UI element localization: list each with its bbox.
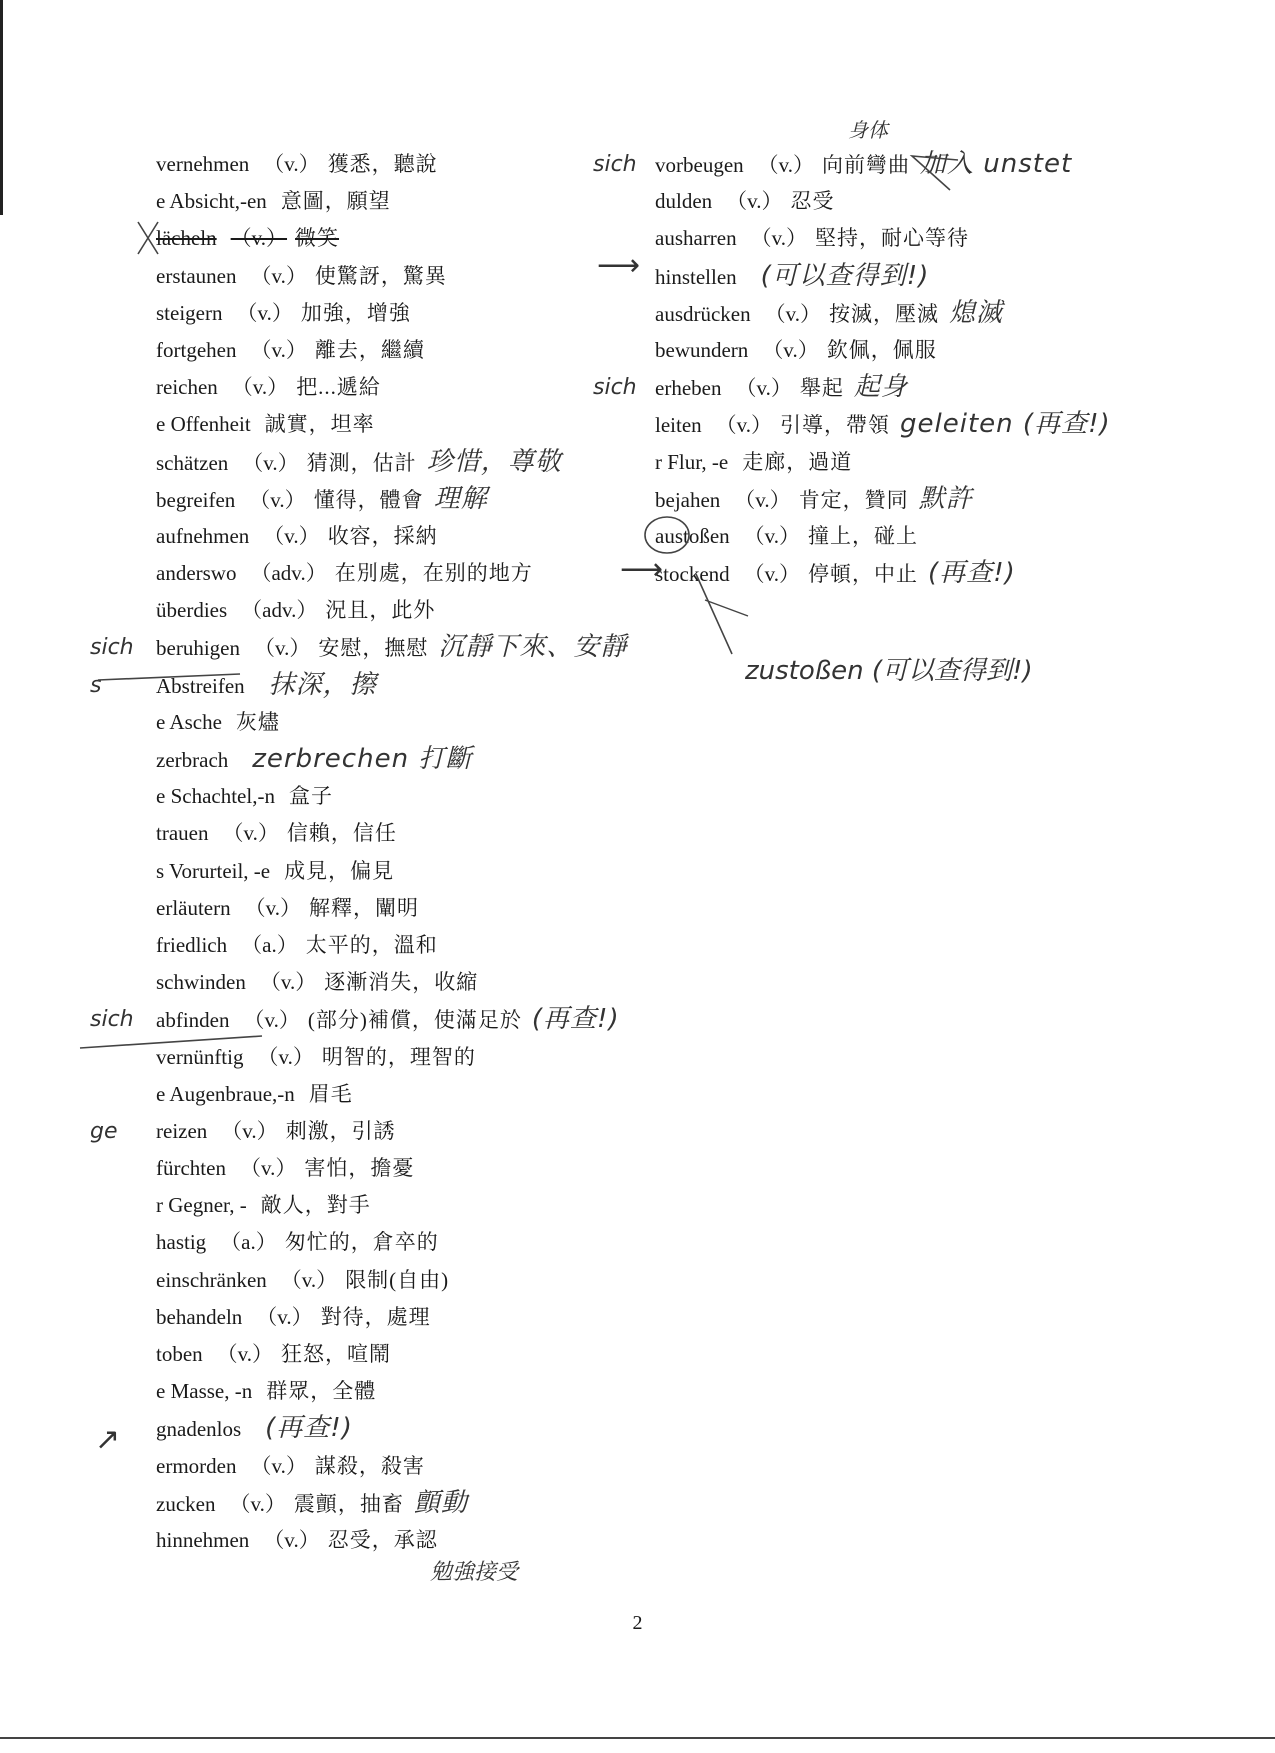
chinese-gloss: 狂怒，喧鬧 (281, 1342, 392, 1366)
part-of-speech: （v.） (231, 375, 289, 400)
reflexive-prefix-note: sich (593, 152, 637, 177)
german-term: e Augenbraue,-n (156, 1081, 295, 1106)
german-term: aufnehmen (156, 523, 250, 548)
chinese-gloss: 加強，增強 (300, 300, 411, 325)
german-term: zerbrach (156, 748, 229, 772)
german-term: reichen (156, 375, 218, 400)
chinese-gloss: 成見，偏見 (284, 858, 395, 883)
handwritten-note: 理解 (433, 483, 488, 514)
part-of-speech: （v.） (735, 376, 792, 401)
german-term: s Vorurteil, -e (156, 858, 271, 883)
reflexive-prefix-note: s (90, 672, 102, 698)
arrow-right-icon: ⟶ (620, 552, 664, 587)
german-term: überdies (156, 598, 228, 623)
handwritten-note: (可以查得到!) (760, 260, 930, 291)
chinese-gloss: 對待，處理 (320, 1304, 431, 1329)
reflexive-prefix-note: sich (90, 1007, 134, 1033)
german-term: steigern (156, 300, 223, 325)
handwritten-note: 珍惜，尊敬 (426, 446, 562, 477)
german-term: bejahen (655, 487, 721, 512)
part-of-speech: （adv.） (250, 561, 327, 586)
part-of-speech: （v.） (253, 636, 311, 661)
chinese-gloss: 猜測，估計 (306, 450, 417, 475)
german-term: gnadenlos (156, 1417, 242, 1442)
part-of-speech: （v.） (280, 1267, 338, 1292)
chinese-gloss: 太平的，溫和 (305, 932, 438, 957)
part-of-speech: （adv.） (241, 598, 318, 623)
part-of-speech: （v.） (250, 263, 307, 288)
chinese-gloss: 誠實，坦率 (264, 412, 375, 437)
german-term: hinstellen (655, 264, 737, 289)
german-term: abfinden (156, 1008, 230, 1033)
german-term: fürchten (156, 1156, 226, 1181)
part-of-speech: （a.） (241, 932, 298, 957)
handwritten-note: (再查!) (531, 1004, 620, 1035)
german-term: hastig (156, 1230, 207, 1255)
german-term: vernünftig (156, 1044, 244, 1069)
german-term: r Gegner, - (156, 1193, 247, 1218)
chinese-gloss: 匆忙的，倉卒的 (284, 1230, 439, 1255)
german-term: e Schachtel,-n (156, 784, 275, 809)
chinese-gloss: 收容，採納 (327, 523, 438, 548)
part-of-speech: （v.） (229, 1491, 286, 1516)
part-of-speech: （v.） (263, 1527, 320, 1552)
german-term: zucken (156, 1491, 216, 1516)
german-term: beruhigen (156, 636, 240, 661)
chinese-gloss: 把...遞給 (296, 375, 381, 400)
part-of-speech: （v.） (250, 1453, 307, 1478)
handwritten-note: (再查!) (928, 558, 1016, 589)
german-term: erheben (655, 376, 722, 401)
german-term: ermorden (156, 1453, 237, 1478)
german-term: stockend (655, 562, 730, 587)
chinese-gloss: 群眾，全體 (266, 1379, 377, 1404)
part-of-speech: （v.） (263, 152, 320, 176)
part-of-speech: （v.） (764, 301, 822, 326)
german-term: vorbeugen (655, 153, 744, 177)
chinese-gloss: 撞上，碰上 (808, 523, 919, 548)
part-of-speech: （v.） (249, 487, 306, 512)
german-term: austoßen (655, 523, 730, 548)
handwritten-note: 默許 (918, 483, 973, 514)
chinese-gloss: 堅持，耐心等待 (815, 226, 970, 251)
handwritten-note: 起身 (853, 372, 908, 403)
part-of-speech: （v.） (259, 970, 317, 995)
german-term: e Absicht,-en (156, 189, 267, 214)
part-of-speech: （v.） (750, 226, 808, 251)
german-term: schwinden (156, 970, 246, 995)
german-term: trauen (156, 821, 209, 846)
chinese-gloss: 走廊，過道 (742, 449, 853, 474)
part-of-speech: （v.） (715, 413, 773, 438)
chinese-gloss: 況且，此外 (325, 598, 436, 623)
scan-bottom-edge (0, 1737, 1275, 1739)
part-of-speech: （v.） (726, 189, 783, 214)
chinese-gloss: 刺激，引誘 (285, 1118, 396, 1143)
annotation-below-hinnehmen: 勉強接受 (430, 1560, 519, 1585)
chinese-gloss: 安慰，撫慰 (318, 636, 429, 661)
chinese-gloss: 害怕，擔憂 (304, 1156, 415, 1181)
german-term: bewundern (655, 337, 749, 362)
handwritten-note: 抹深，擦 (268, 669, 377, 700)
arrow-up-right-icon: ↗ (95, 1422, 121, 1457)
part-of-speech: （v.） (762, 337, 819, 362)
part-of-speech: （v.） (230, 226, 288, 251)
reflexive-prefix-note: sich (593, 375, 637, 401)
german-term: ausharren (655, 226, 737, 251)
chinese-gloss: 使驚訝，驚異 (314, 263, 447, 288)
german-term: Abstreifen (156, 673, 245, 698)
chinese-gloss: 信賴，信任 (286, 821, 397, 846)
chinese-gloss: 欽佩，佩服 (826, 337, 937, 362)
german-term: hinnehmen (156, 1527, 250, 1552)
german-term: r Flur, -e (655, 449, 729, 474)
chinese-gloss: 盒子 (288, 784, 333, 809)
chinese-gloss: 灰燼 (235, 709, 280, 734)
part-of-speech: （v.） (236, 300, 293, 325)
handwritten-note: geleiten (再查!) (900, 409, 1111, 440)
chinese-gloss: 肯定，贊同 (798, 487, 909, 512)
german-term: lächeln (156, 226, 217, 251)
german-term: vernehmen (156, 152, 250, 176)
chinese-gloss: 引導，帶領 (780, 413, 891, 438)
part-of-speech: （v.） (244, 895, 302, 920)
german-term: friedlich (156, 932, 228, 957)
german-term: begreifen (156, 487, 236, 512)
german-term: ausdrücken (655, 301, 751, 326)
german-term: dulden (655, 189, 713, 214)
german-term: behandeln (156, 1304, 243, 1329)
chinese-gloss: 解釋，闡明 (309, 895, 420, 920)
chinese-gloss: 意圖，願望 (280, 189, 391, 214)
handwritten-note: 加入 unstet (920, 149, 1073, 179)
part-of-speech: （v.） (216, 1342, 274, 1366)
annotation-zustossen: zustoßen (可以查得到!) (745, 656, 1033, 686)
chinese-gloss: 謀殺，殺害 (314, 1453, 425, 1478)
chinese-gloss: 敵人，對手 (260, 1193, 371, 1218)
german-term: e Offenheit (156, 412, 251, 437)
handwritten-note: 顫動 (413, 1487, 468, 1518)
part-of-speech: （v.） (256, 1304, 313, 1329)
part-of-speech: （v.） (250, 337, 307, 362)
part-of-speech: （v.） (221, 1118, 278, 1143)
chinese-gloss: 向前彎曲 (822, 153, 911, 177)
german-term: schätzen (156, 450, 229, 475)
chinese-gloss: 獲悉，聽說 (327, 152, 438, 176)
part-of-speech: （v.） (743, 562, 801, 587)
reflexive-prefix-note: ge (90, 1118, 118, 1144)
part-of-speech: （v.） (257, 1044, 314, 1069)
chinese-gloss: 限制(自由) (345, 1267, 450, 1292)
chinese-gloss: 明智的，理智的 (321, 1044, 476, 1069)
german-term: einschränken (156, 1267, 267, 1292)
chinese-gloss: 微笑 (295, 226, 340, 251)
part-of-speech: （v.） (734, 487, 791, 512)
chinese-gloss: 懂得，體會 (313, 487, 424, 512)
german-term: fortgehen (156, 337, 237, 362)
german-term: e Masse, -n (156, 1379, 253, 1404)
german-term: erstaunen (156, 263, 237, 288)
chinese-gloss: 離去，繼續 (314, 337, 425, 362)
chinese-gloss: 逐漸消失，收縮 (324, 970, 479, 995)
part-of-speech: （v.） (757, 153, 815, 177)
german-term: reizen (156, 1118, 208, 1143)
part-of-speech: （a.） (220, 1230, 277, 1255)
chinese-gloss: 舉起 (799, 376, 844, 401)
chinese-gloss: 忍受，承認 (327, 1527, 438, 1552)
part-of-speech: （v.） (243, 1008, 300, 1033)
part-of-speech: （v.） (222, 821, 279, 846)
german-term: leiten (655, 413, 702, 438)
arrow-right-icon: ⟶ (597, 248, 641, 283)
chinese-gloss: 震顫，抽畜 (293, 1491, 404, 1516)
chinese-gloss: 眉毛 (308, 1081, 353, 1106)
part-of-speech: （v.） (743, 523, 801, 548)
german-term: anderswo (156, 561, 237, 586)
handwritten-note: 熄滅 (949, 297, 1004, 328)
chinese-gloss: 按滅，壓滅 (829, 301, 940, 326)
handwritten-note: zerbrechen 打斷 (252, 744, 473, 774)
german-term: erläutern (156, 895, 231, 920)
page-number: 2 (632, 1612, 643, 1634)
chinese-gloss: 停頓，中止 (808, 562, 919, 587)
chinese-gloss: 忍受 (790, 189, 835, 214)
annotation-above-vorbeugen: 身体 (848, 118, 888, 142)
german-term: e Asche (156, 709, 222, 734)
handwritten-note: (再查!) (265, 1413, 353, 1444)
part-of-speech: （v.） (242, 450, 299, 475)
part-of-speech: （v.） (239, 1156, 297, 1181)
handwritten-note: 沉靜下來、安靜 (438, 632, 628, 663)
german-term: toben (156, 1342, 203, 1366)
reflexive-prefix-note: sich (90, 635, 134, 661)
chinese-gloss: 在別處，在别的地方 (334, 561, 533, 586)
chinese-gloss: (部分)補償，使滿足於 (307, 1008, 522, 1033)
part-of-speech: （v.） (263, 523, 320, 548)
